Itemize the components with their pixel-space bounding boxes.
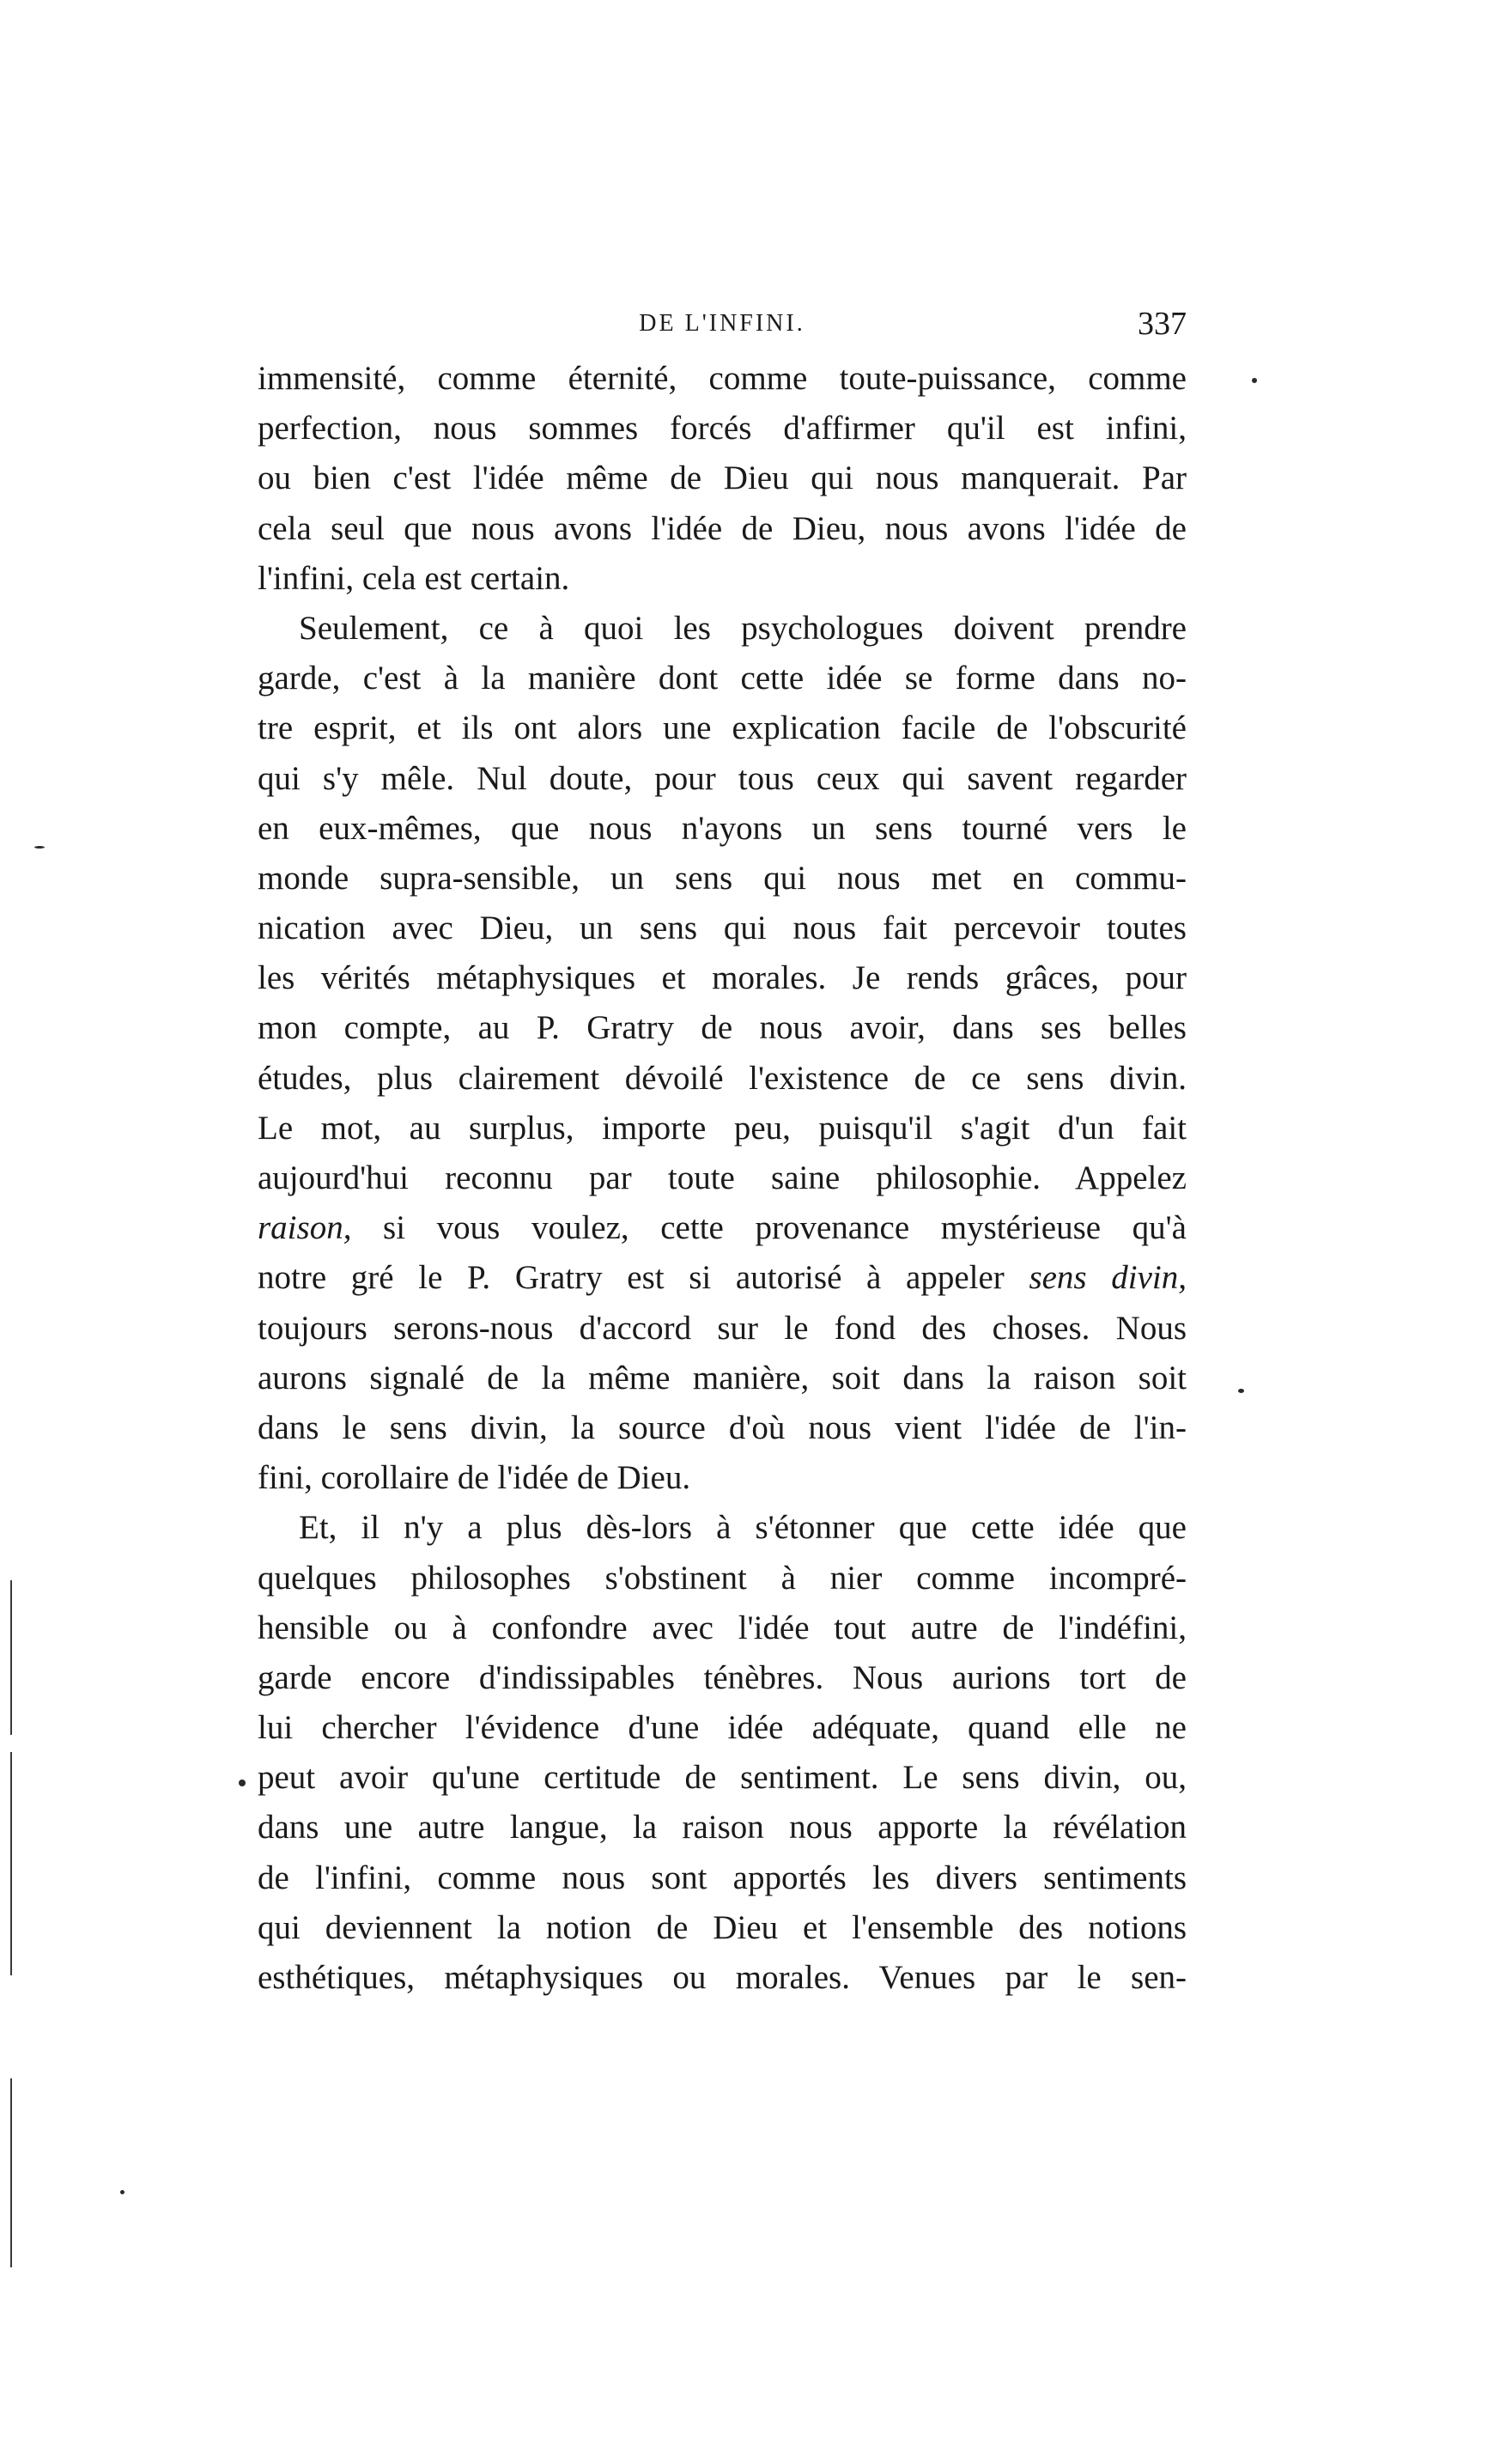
- text-line: fini, corollaire de l'idée de Dieu.: [258, 1459, 691, 1497]
- text-line: de l'infini, comme nous sont apportés les divers sentiments: [258, 1859, 1187, 1896]
- text-line: ou bien c'est l'idée même de Dieu qui nous manquerait. Par: [258, 459, 1187, 497]
- scan-speck: [1238, 1389, 1244, 1393]
- text-line: aurons signalé de la même manière, soit dans la raison soit: [258, 1359, 1187, 1396]
- text-line: perfection, nous sommes forcés d'affirmer qu'il est infini,: [258, 410, 1187, 447]
- page-number: 337: [1138, 306, 1187, 342]
- text-line: Le mot, au surplus, importe peu, puisqu'il s'agit d'un fait: [258, 1109, 1187, 1147]
- scan-speck: [1252, 378, 1257, 383]
- text-line-with-italic: [258, 1203, 1187, 1253]
- scan-speck: [120, 2190, 124, 2194]
- text-line: l'infini, cela est certain.: [258, 559, 570, 597]
- body-text: [258, 354, 1187, 2003]
- text-fragment: si vous voulez, cette provenance mystérieuse qu'à: [351, 1209, 1187, 1247]
- paragraph-1: [258, 354, 1187, 604]
- text-line: les vérités métaphysiques et morales. Je rends grâces, pour: [258, 959, 1187, 997]
- text-line: garde, c'est à la manière dont cette idée se forme dans no-: [258, 660, 1187, 697]
- paragraph-2: [258, 604, 1187, 1503]
- text-line: immensité, comme éternité, comme toute-puissance, comme: [258, 360, 1187, 397]
- italic-sens-divin: sens divin,: [1029, 1259, 1187, 1297]
- scan-speck: [239, 1780, 246, 1786]
- text-line: aujourd'hui reconnu par toute saine philosophie. Appelez: [258, 1159, 1187, 1196]
- text-line: lui chercher l'évidence d'une idée adéquate, quand elle ne: [258, 1709, 1187, 1747]
- text-line: quelques philosophes s'obstinent à nier comme incompré-: [258, 1559, 1187, 1597]
- running-head: [258, 302, 1187, 345]
- text-line: en eux-mêmes, que nous n'ayons un sens tourné vers le: [258, 809, 1187, 847]
- scan-speck: [34, 846, 45, 849]
- text-line: Et, il n'y a plus dès-lors à s'étonner que cette idée que: [299, 1509, 1187, 1547]
- italic-raison: raison,: [258, 1209, 352, 1247]
- text-line: tre esprit, et ils ont alors une explication facile de l'obscurité: [258, 709, 1187, 747]
- text-line: garde encore d'indissipables ténèbres. Nous aurions tort de: [258, 1658, 1187, 1696]
- scan-edge-line: [10, 1580, 12, 1735]
- running-title: DE L'INFINI.: [639, 310, 805, 337]
- text-line: mon compte, au P. Gratry de nous avoir, dans ses belles: [258, 1009, 1187, 1047]
- text-line: dans le sens divin, la source d'où nous vient l'idée de l'in-: [258, 1408, 1187, 1446]
- text-line: dans une autre langue, la raison nous apporte la révélation: [258, 1809, 1187, 1847]
- text-line: esthétiques, métaphysiques ou morales. Venues par le sen-: [258, 1959, 1187, 1996]
- text-line: peut avoir qu'une certitude de sentiment. Le sens divin, ou,: [258, 1759, 1187, 1797]
- text-line: nication avec Dieu, un sens qui nous fait percevoir toutes: [258, 910, 1187, 947]
- text-line: hensible ou à confondre avec l'idée tout autre de l'indéfini,: [258, 1609, 1187, 1646]
- scan-edge-line: [10, 2078, 12, 2267]
- text-fragment: notre gré le P. Gratry est si autorisé à appeler: [258, 1259, 1029, 1297]
- text-line: qui deviennent la notion de Dieu et l'ensemble des notions: [258, 1908, 1187, 1946]
- text-line: qui s'y mêle. Nul doute, pour tous ceux qui savent regarder: [258, 759, 1187, 797]
- text-line: cela seul que nous avons l'idée de Dieu, nous avons l'idée de: [258, 509, 1187, 547]
- text-line: monde supra-sensible, un sens qui nous met en commu-: [258, 859, 1187, 897]
- text-line: études, plus clairement dévoilé l'existence de ce sens divin.: [258, 1059, 1187, 1097]
- text-line-with-italic: [258, 1253, 1187, 1303]
- scan-edge-line: [10, 1752, 12, 1975]
- paragraph-3: [258, 1503, 1187, 2003]
- text-line: Seulement, ce à quoi les psychologues doivent prendre: [299, 609, 1187, 647]
- text-line: toujours serons-nous d'accord sur le fond des choses. Nous: [258, 1309, 1187, 1347]
